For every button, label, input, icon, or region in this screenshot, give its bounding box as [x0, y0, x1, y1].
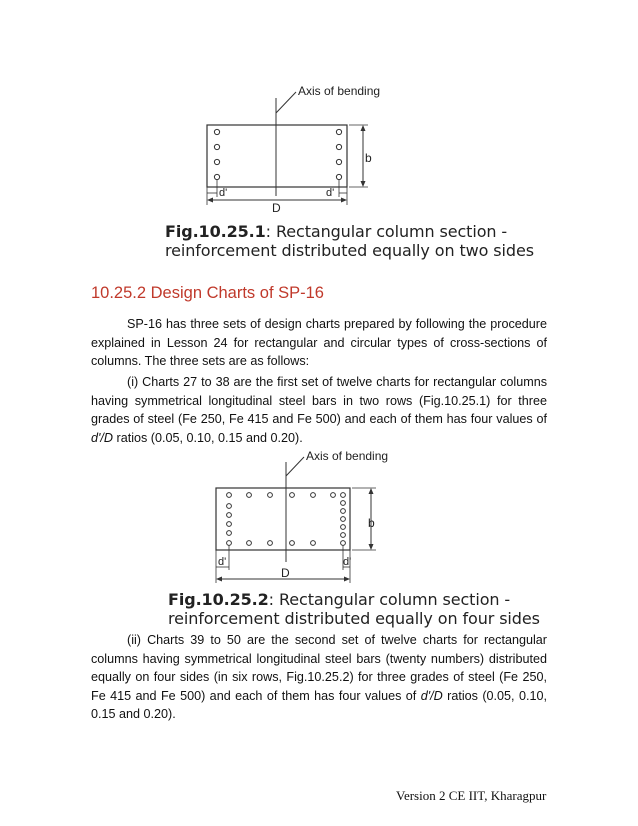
bar [227, 504, 232, 509]
column-section-outline [207, 125, 347, 187]
figure-2-number: Fig.10.25.2 [168, 590, 269, 609]
bar [214, 159, 219, 164]
bar [214, 129, 219, 134]
bar [341, 493, 346, 498]
left-bars [227, 504, 232, 546]
bar [336, 159, 341, 164]
figure-2-caption-line1: : Rectangular column section - [268, 590, 511, 609]
figure-2-caption [168, 590, 540, 628]
dim-b-label: b [368, 516, 375, 530]
bar [336, 144, 341, 149]
right-bars [336, 129, 341, 179]
dim-d-left-label: d' [218, 556, 227, 568]
ratio-symbol: d'/D [420, 688, 443, 703]
dim-d-right-label: d' [343, 556, 352, 568]
bar [341, 509, 346, 514]
bar [311, 541, 316, 546]
axis-label: Axis of bending [306, 449, 389, 463]
column-section-outline [216, 488, 350, 550]
right-bars [341, 493, 346, 546]
page-footer: Version 2 CE IIT, Kharagpur [396, 788, 547, 803]
figure-1-drawing [0, 0, 638, 230]
dim-d-right-label: d' [326, 187, 335, 199]
bar [227, 493, 232, 498]
bar [268, 541, 273, 546]
paragraph-1 [91, 315, 547, 371]
bar [341, 517, 346, 522]
bar [336, 174, 341, 179]
bar [247, 541, 252, 546]
figure-2 [0, 440, 638, 628]
figure-2-drawing [0, 440, 638, 590]
dim-d-left-label: d' [219, 187, 228, 199]
figure-1-caption [165, 222, 534, 260]
bar [311, 493, 316, 498]
axis-label-leader [276, 92, 296, 113]
paragraph-3-text: (ii) Charts 39 to 50 are the second set of twelve charts for rectangular columns having symmetrical longitudinal steel bars (twenty numbers) distributed equally on four sides (in six rows, Fig.10.25.2) for three grades of steel (Fe 250, Fe 415 and Fe 500) and each of them has four values of [91, 633, 547, 703]
top-bars [227, 493, 336, 498]
dim-D-label: D [272, 201, 281, 215]
figure-1-caption-line2: reinforcement distributed equally on two sides [165, 241, 534, 260]
axis-label-leader [286, 457, 304, 476]
bar [227, 513, 232, 518]
figure-2-caption-line2: reinforcement distributed equally on four sides [168, 609, 540, 628]
bar [268, 493, 273, 498]
bar [336, 129, 341, 134]
bar [290, 541, 295, 546]
ratio-symbol: d'/D [91, 430, 114, 445]
bar [227, 531, 232, 536]
section-heading: 10.25.2 Design Charts of SP-16 [91, 284, 324, 302]
bar [341, 541, 346, 546]
bar [331, 493, 336, 498]
paragraph-1-text: SP-16 has three sets of design charts prepared by following the procedure explained in Lesson 24 for rectangular and circular types of cross-sections of columns. The three sets are as follows: [91, 317, 547, 369]
paragraph-2-tail: ratios (0.05, 0.10, 0.15 and 0.20). [113, 430, 303, 445]
bar [341, 525, 346, 530]
bar [341, 533, 346, 538]
bar [214, 174, 219, 179]
figure-1-number: Fig.10.25.1 [165, 222, 266, 241]
bottom-bars [247, 541, 316, 546]
paragraph-2-text: (i) Charts 27 to 38 are the first set of twelve charts for rectangular columns having symmetrical longitudinal steel bars in two rows (Fig.10.25.1) for three grades of steel (Fe 250, Fe 415 and Fe 500) and each of them has four values of [91, 375, 547, 427]
figure-1 [0, 0, 638, 270]
left-bars [214, 129, 219, 179]
axis-label: Axis of bending [298, 84, 381, 98]
dim-b-label: b [365, 151, 372, 165]
paragraph-3 [91, 631, 547, 724]
bar [227, 522, 232, 527]
bar [227, 541, 232, 546]
paragraph-3-tail: ratios (0.05, 0.10, 0.15 and 0.20). [91, 688, 547, 722]
bar [341, 501, 346, 506]
figure-1-caption-line1: : Rectangular column section - [265, 222, 508, 241]
paragraph-2 [91, 373, 547, 447]
dim-D-label: D [281, 566, 290, 580]
bar [290, 493, 295, 498]
bar [247, 493, 252, 498]
bar [214, 144, 219, 149]
